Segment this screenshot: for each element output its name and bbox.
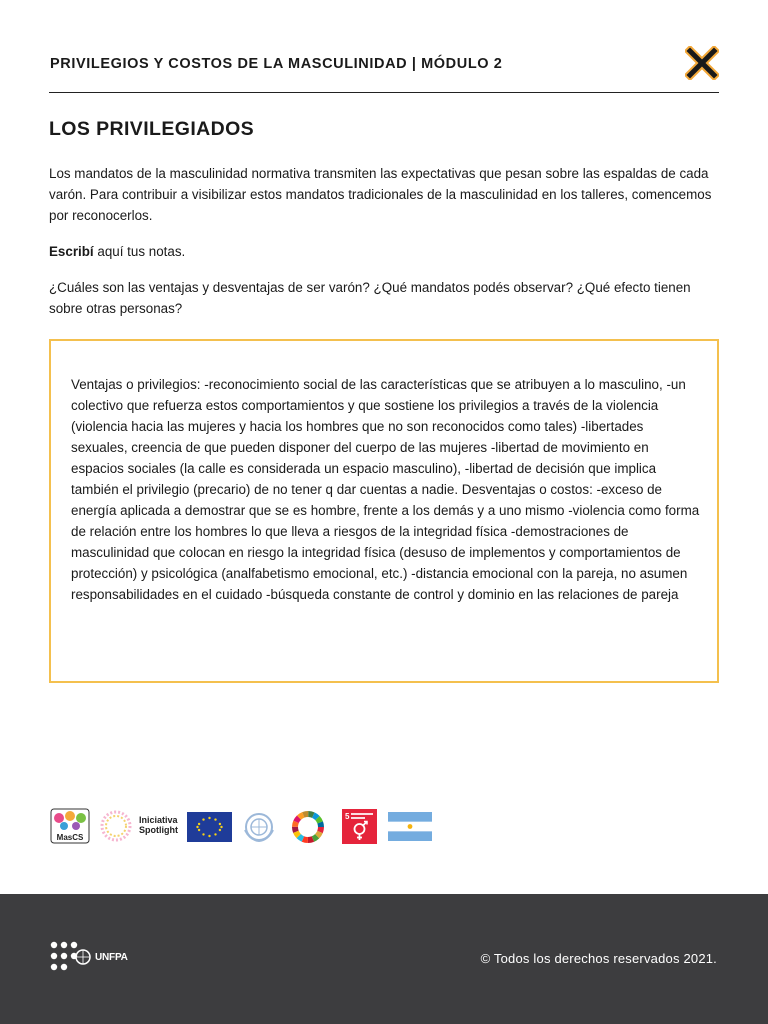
page-footer	[0, 894, 768, 1024]
question-paragraph: ¿Cuáles son las ventajas y desventajas de ser varón? ¿Qué mandatos podés observar? ¿Qué efecto tienen sobre otras personas?	[49, 280, 691, 316]
page-header	[49, 46, 719, 93]
unfpa-label: UNFPA	[95, 952, 128, 963]
spotlight-label	[139, 815, 178, 835]
mascs-logo-icon	[50, 808, 90, 844]
eu-flag-icon	[187, 812, 232, 842]
page-title: LOS PRIVILEGIADOS	[49, 118, 255, 140]
spotlight-line1: Iniciativa	[139, 815, 178, 825]
sdg5-gender-equality-icon	[342, 809, 377, 844]
write-rest: aquí tus notas.	[93, 244, 186, 259]
notes-text[interactable]: Ventajas o privilegios: -reconocimiento social de las características que se atribuyen a lo masculino, -un colectivo que refuerza estos comportamientos y que sostiene los privilegios a través de la violencia (violencia hacia las mujeres y hacia los hombres que no son reconocidos como tales) -libertades sexuales, creencia de que pueden disponer del cuerpo de las mujeres -libertad de movimiento en espacios sociales (la calle es considerada un espacio masculino), -libertad de decisión que implica también el privilegio (precario) de no tener q dar cuentas a nadie. Desventajas o costos: -exceso de energía aplicada a demostrar que se es hombre, frente a los demás y a uno mismo -violencia como forma de relación entre los hombres lo que lleva a riesgos de la integridad física -demostraciones de masculinidad que colocan en riesgo la integridad física (desuso de implementos y comportamientos de protección) y psicológica (analfabetismo emocional, etc.) -distancia emocional con la pareja, no asumen responsabilidades en el cuidado -búsqueda constante de control y dominio en las relaciones de pareja	[71, 377, 700, 602]
argentina-flag-icon	[388, 812, 432, 841]
mascs-label: MasCS	[56, 833, 84, 842]
copyright-text: © Todos los derechos reservados 2021.	[480, 951, 717, 966]
spotlight-ring-icon	[98, 808, 134, 844]
write-bold: Escribí	[49, 244, 94, 259]
un-emblem-icon	[242, 810, 276, 844]
write-notes-instruction	[49, 241, 719, 262]
spotlight-line2: Spotlight	[139, 825, 178, 835]
sdg5-number: 5	[345, 812, 350, 821]
partner-logos	[50, 806, 450, 846]
header-title: PRIVILEGIOS Y COSTOS DE LA MASCULINIDAD | MÓDULO 2	[50, 56, 503, 72]
intro-paragraph: Los mandatos de la masculinidad normativa transmiten las expectativas que pesan sobre las espaldas de cada varón. Para contribuir a visibilizar estos mandatos tradicionales de la masculinidad en los talleres, comencemos por reconocerlos.	[49, 166, 712, 223]
notes-box[interactable]	[49, 339, 719, 683]
crossed-x-logo-icon	[685, 46, 719, 80]
sdg-wheel-icon	[290, 809, 326, 845]
